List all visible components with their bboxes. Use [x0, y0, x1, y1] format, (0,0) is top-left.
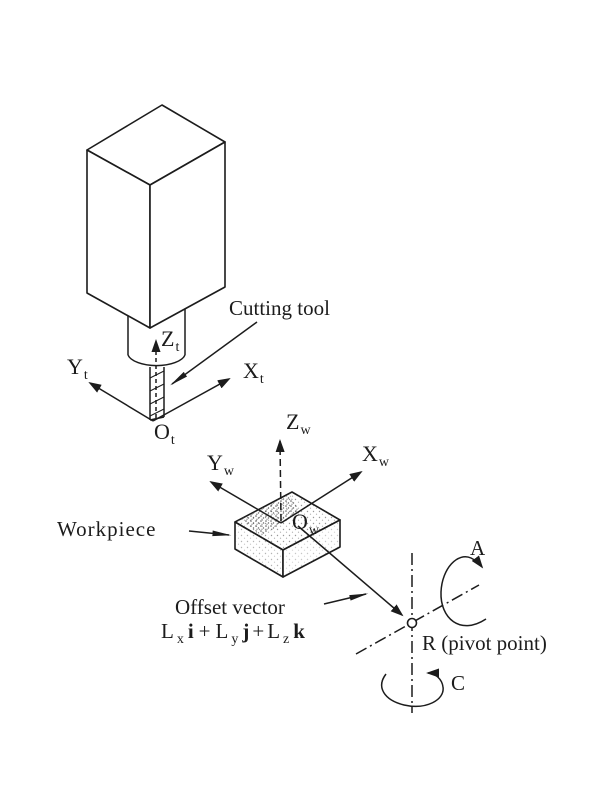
workpiece-x-label: $X_w$: [362, 441, 390, 470]
a-axis-label: A: [470, 536, 486, 560]
workpiece-origin-label: $O_w$: [292, 509, 320, 538]
workpiece-y-label: $Y_w$: [207, 450, 235, 479]
tool-z-label: $Z_t$: [161, 326, 180, 355]
workpiece-label: Workpiece: [57, 517, 157, 541]
tool-y-label: $Y_t$: [67, 354, 88, 383]
c-axis-label: C: [451, 671, 466, 695]
workpiece-z-label: $Z_w$: [286, 409, 311, 438]
offset-vector-label: Offset vector: [175, 595, 285, 619]
offset-vector-formula: L $_x$ i + L $_y$ j + L $_z$ k: [161, 619, 305, 647]
tool-origin-label: $O_t$: [154, 419, 175, 448]
spindle-housing: [87, 105, 225, 328]
pivot-point-marker: [408, 619, 417, 628]
tool-x-label: $X_t$: [243, 358, 264, 387]
cutting-tool-label: Cutting tool: [229, 296, 330, 320]
pivot-point-label: R (pivot point): [422, 631, 547, 655]
